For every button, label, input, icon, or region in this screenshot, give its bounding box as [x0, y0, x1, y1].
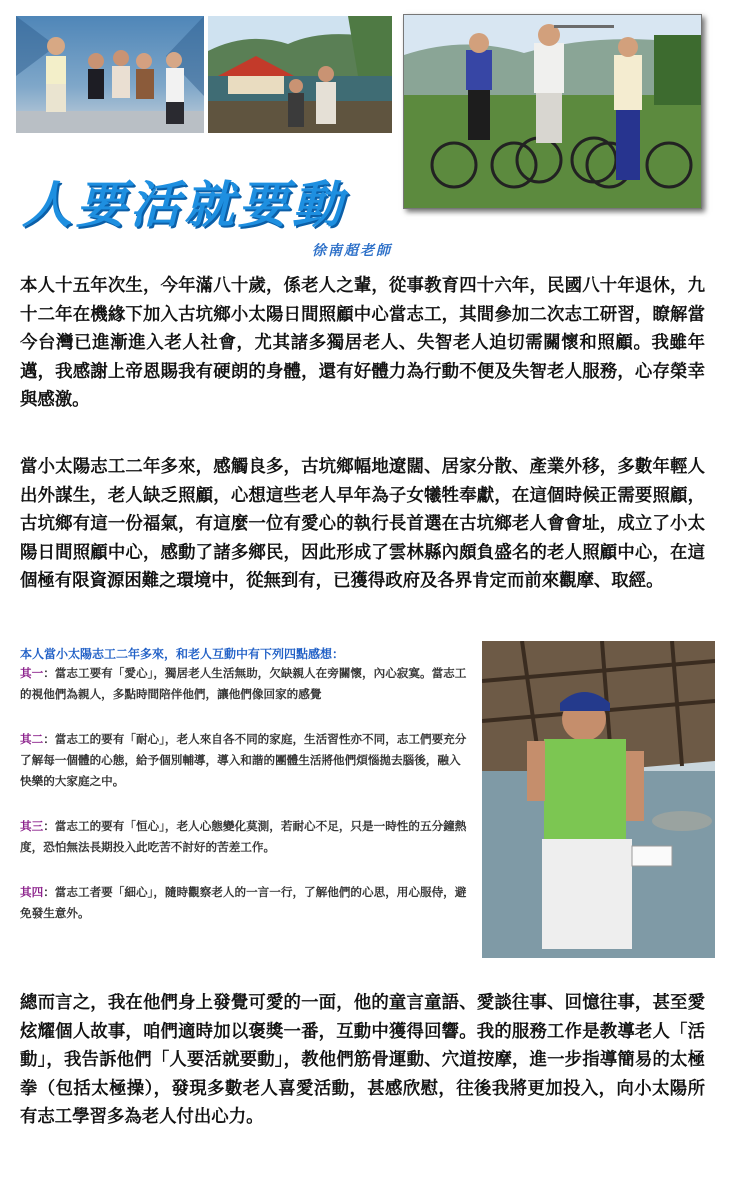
reflection-item: [20, 882, 472, 924]
paragraph-volunteer-experience: 當小太陽志工二年多來，感觸良多，古坑鄉幅地遼闊、居家分散、產業外移，多數年輕人出外謀生，老人缺乏照顧，心想這些老人早年為子女犧牲奉獻，在這個時候正需要照顧，古坑鄉有這一份福氣，有這麼一位有愛心的執行長首選在古坑鄉老人會會址，成立了小太陽日間照顧中心，感動了諸多鄉民，因此形成了雲林縣內頗負盛名的老人照顧中心，在這個極有限資源困難之環境中，從無到有，已獲得政府及各界肯定而前來觀摩、取經。: [20, 457, 705, 592]
reflection-label: 其三: [20, 819, 44, 833]
reflections-section: [20, 645, 472, 948]
reflection-text: ：當志工的要有「耐心」，老人來自各不同的家庭，生活習性亦不同，志工們要充分了解每一個體的心態，給予個別輔導，導入和諧的團體生活將他們煩惱拋去腦後，融入快樂的大家庭之中。: [20, 732, 467, 788]
reflection-label: 其一: [20, 666, 44, 680]
reflection-text: ：當志工者要「細心」，隨時觀察老人的一言一行，了解他們的心思，用心服侍，避免發生意外。: [20, 885, 467, 920]
paragraph-intro: 本人十五年次生，今年滿八十歲，係老人之輩，從事教育四十六年，民國八十年退休，九十二年在機緣下加入古坑鄉小太陽日間照顧中心當志工，其間參加二次志工研習，瞭解當今台灣已進漸進入老人社會，尤其諸多獨居老人、失智老人迫切需關懷和照顧。我雖年邁，我感謝上帝恩賜我有硬朗的身體，還有好體力為行動不便及失智老人服務，心存榮幸與感激。: [20, 276, 705, 411]
reflection-item: [20, 663, 472, 705]
group-photo: [16, 16, 204, 133]
reflection-text: ：當志工的要有「恒心」，老人心態變化莫測，若耐心不足，只是一時性的五分鐘熱度，恐怕無法長期投入此吃苦不討好的苦差工作。: [20, 819, 467, 854]
reflection-text: ：當志工要有「愛心」，獨居老人生活無助，欠缺親人在旁關懷，內心寂寞。當志工的視他們為親人，多點時間陪伴他們，讓他們像回家的感覺: [20, 666, 467, 701]
author-name: 徐南超老師: [312, 243, 392, 259]
reflection-label: 其二: [20, 732, 44, 746]
reflection-label: 其四: [20, 885, 44, 899]
reflections-intro: 本人當小太陽志工二年多來，和老人互動中有下列四點感想：: [20, 647, 345, 661]
elder-in-water-photo: [482, 641, 715, 958]
reflection-item: [20, 816, 472, 858]
paragraph-conclusion: 總而言之，我在他們身上發覺可愛的一面，他的童言童語、愛談往事、回憶往事，甚至愛炫耀個人故事，咱們適時加以褒獎一番，互動中獲得回響。我的服務工作是教導老人「活動」，我告訴他們「人要活就要動」，教他們筋骨運動、穴道按摩，進一步指導簡易的太極拳（包括太極操），發現多數老人喜愛活動，甚感欣慰，往後我將更加投入，向小太陽所有志工學習多為老人付出心力。: [20, 993, 705, 1128]
reflection-item: [20, 729, 472, 792]
page-title: 人要活就要動: [22, 175, 346, 234]
pavilion-photo: [208, 16, 392, 133]
bicycles-photo: [403, 14, 702, 209]
